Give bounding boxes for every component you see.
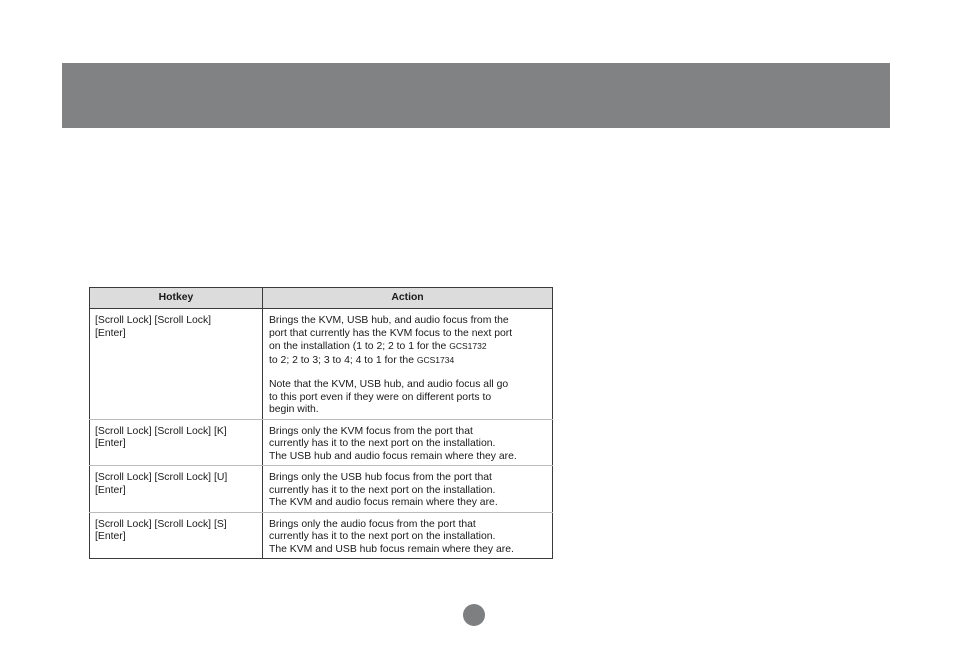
action-cell [263, 309, 553, 420]
hotkey-text: [Enter] [95, 327, 126, 339]
action-text: The USB hub and audio focus remain where they are. [269, 450, 517, 462]
action-text: currently has it to the next port on the installation. [269, 438, 496, 449]
hotkey-cell [90, 512, 263, 559]
column-header-hotkey: Hotkey [90, 288, 263, 309]
action-cell [263, 466, 553, 513]
note-text: begin with. [269, 404, 319, 415]
hotkey-text: [Enter] [95, 438, 126, 449]
action-note [269, 379, 548, 417]
page-number-dot [463, 604, 485, 626]
action-text: port that currently has the KVM focus to the next port [269, 327, 513, 339]
action-text: Brings only the KVM focus from the port that [269, 425, 473, 437]
table-row [90, 419, 553, 466]
model-name: GCS1734 [416, 354, 455, 365]
hotkey-cell [90, 309, 263, 420]
header-bar [62, 63, 890, 128]
action-text: on the installation (1 to 2; 2 to 1 for the [269, 341, 450, 352]
note-text: Note that the KVM, USB hub, and audio focus all go [269, 379, 509, 390]
action-text: Brings only the audio focus from the port that [269, 518, 476, 530]
hotkey-text: [Scroll Lock] [Scroll Lock] [95, 315, 212, 326]
hotkey-text: [Scroll Lock] [Scroll Lock] [U] [95, 472, 228, 483]
action-text: currently has it to the next port on the installation. [269, 484, 496, 496]
hotkey-text: [Scroll Lock] [Scroll Lock] [K] [95, 425, 227, 437]
note-text: to this port even if they were on different ports to [269, 391, 492, 403]
column-header-action: Action [263, 288, 553, 309]
hotkey-text: [Enter] [95, 484, 126, 496]
hotkey-text: [Scroll Lock] [Scroll Lock] [S] [95, 518, 227, 530]
table-row [90, 466, 553, 513]
table-row [90, 309, 553, 420]
model-name: GCS1732 [449, 341, 487, 351]
table-row [90, 512, 553, 559]
action-text: Brings the KVM, USB hub, and audio focus from the [269, 315, 509, 326]
action-text: to 2; 2 to 3; 3 to 4; 4 to 1 for the [269, 354, 417, 366]
action-cell [263, 512, 553, 559]
hotkey-cell [90, 466, 263, 513]
action-text: The KVM and audio focus remain where they are. [269, 497, 498, 508]
hotkey-table [89, 287, 553, 559]
hotkey-text: [Enter] [95, 531, 126, 542]
action-cell [263, 419, 553, 466]
hotkey-cell [90, 419, 263, 466]
action-text: The KVM and USB hub focus remain where they are. [269, 543, 514, 555]
action-text: currently has it to the next port on the installation. [269, 531, 496, 542]
table-header-row [90, 288, 553, 309]
action-text: Brings only the USB hub focus from the port that [269, 472, 492, 483]
